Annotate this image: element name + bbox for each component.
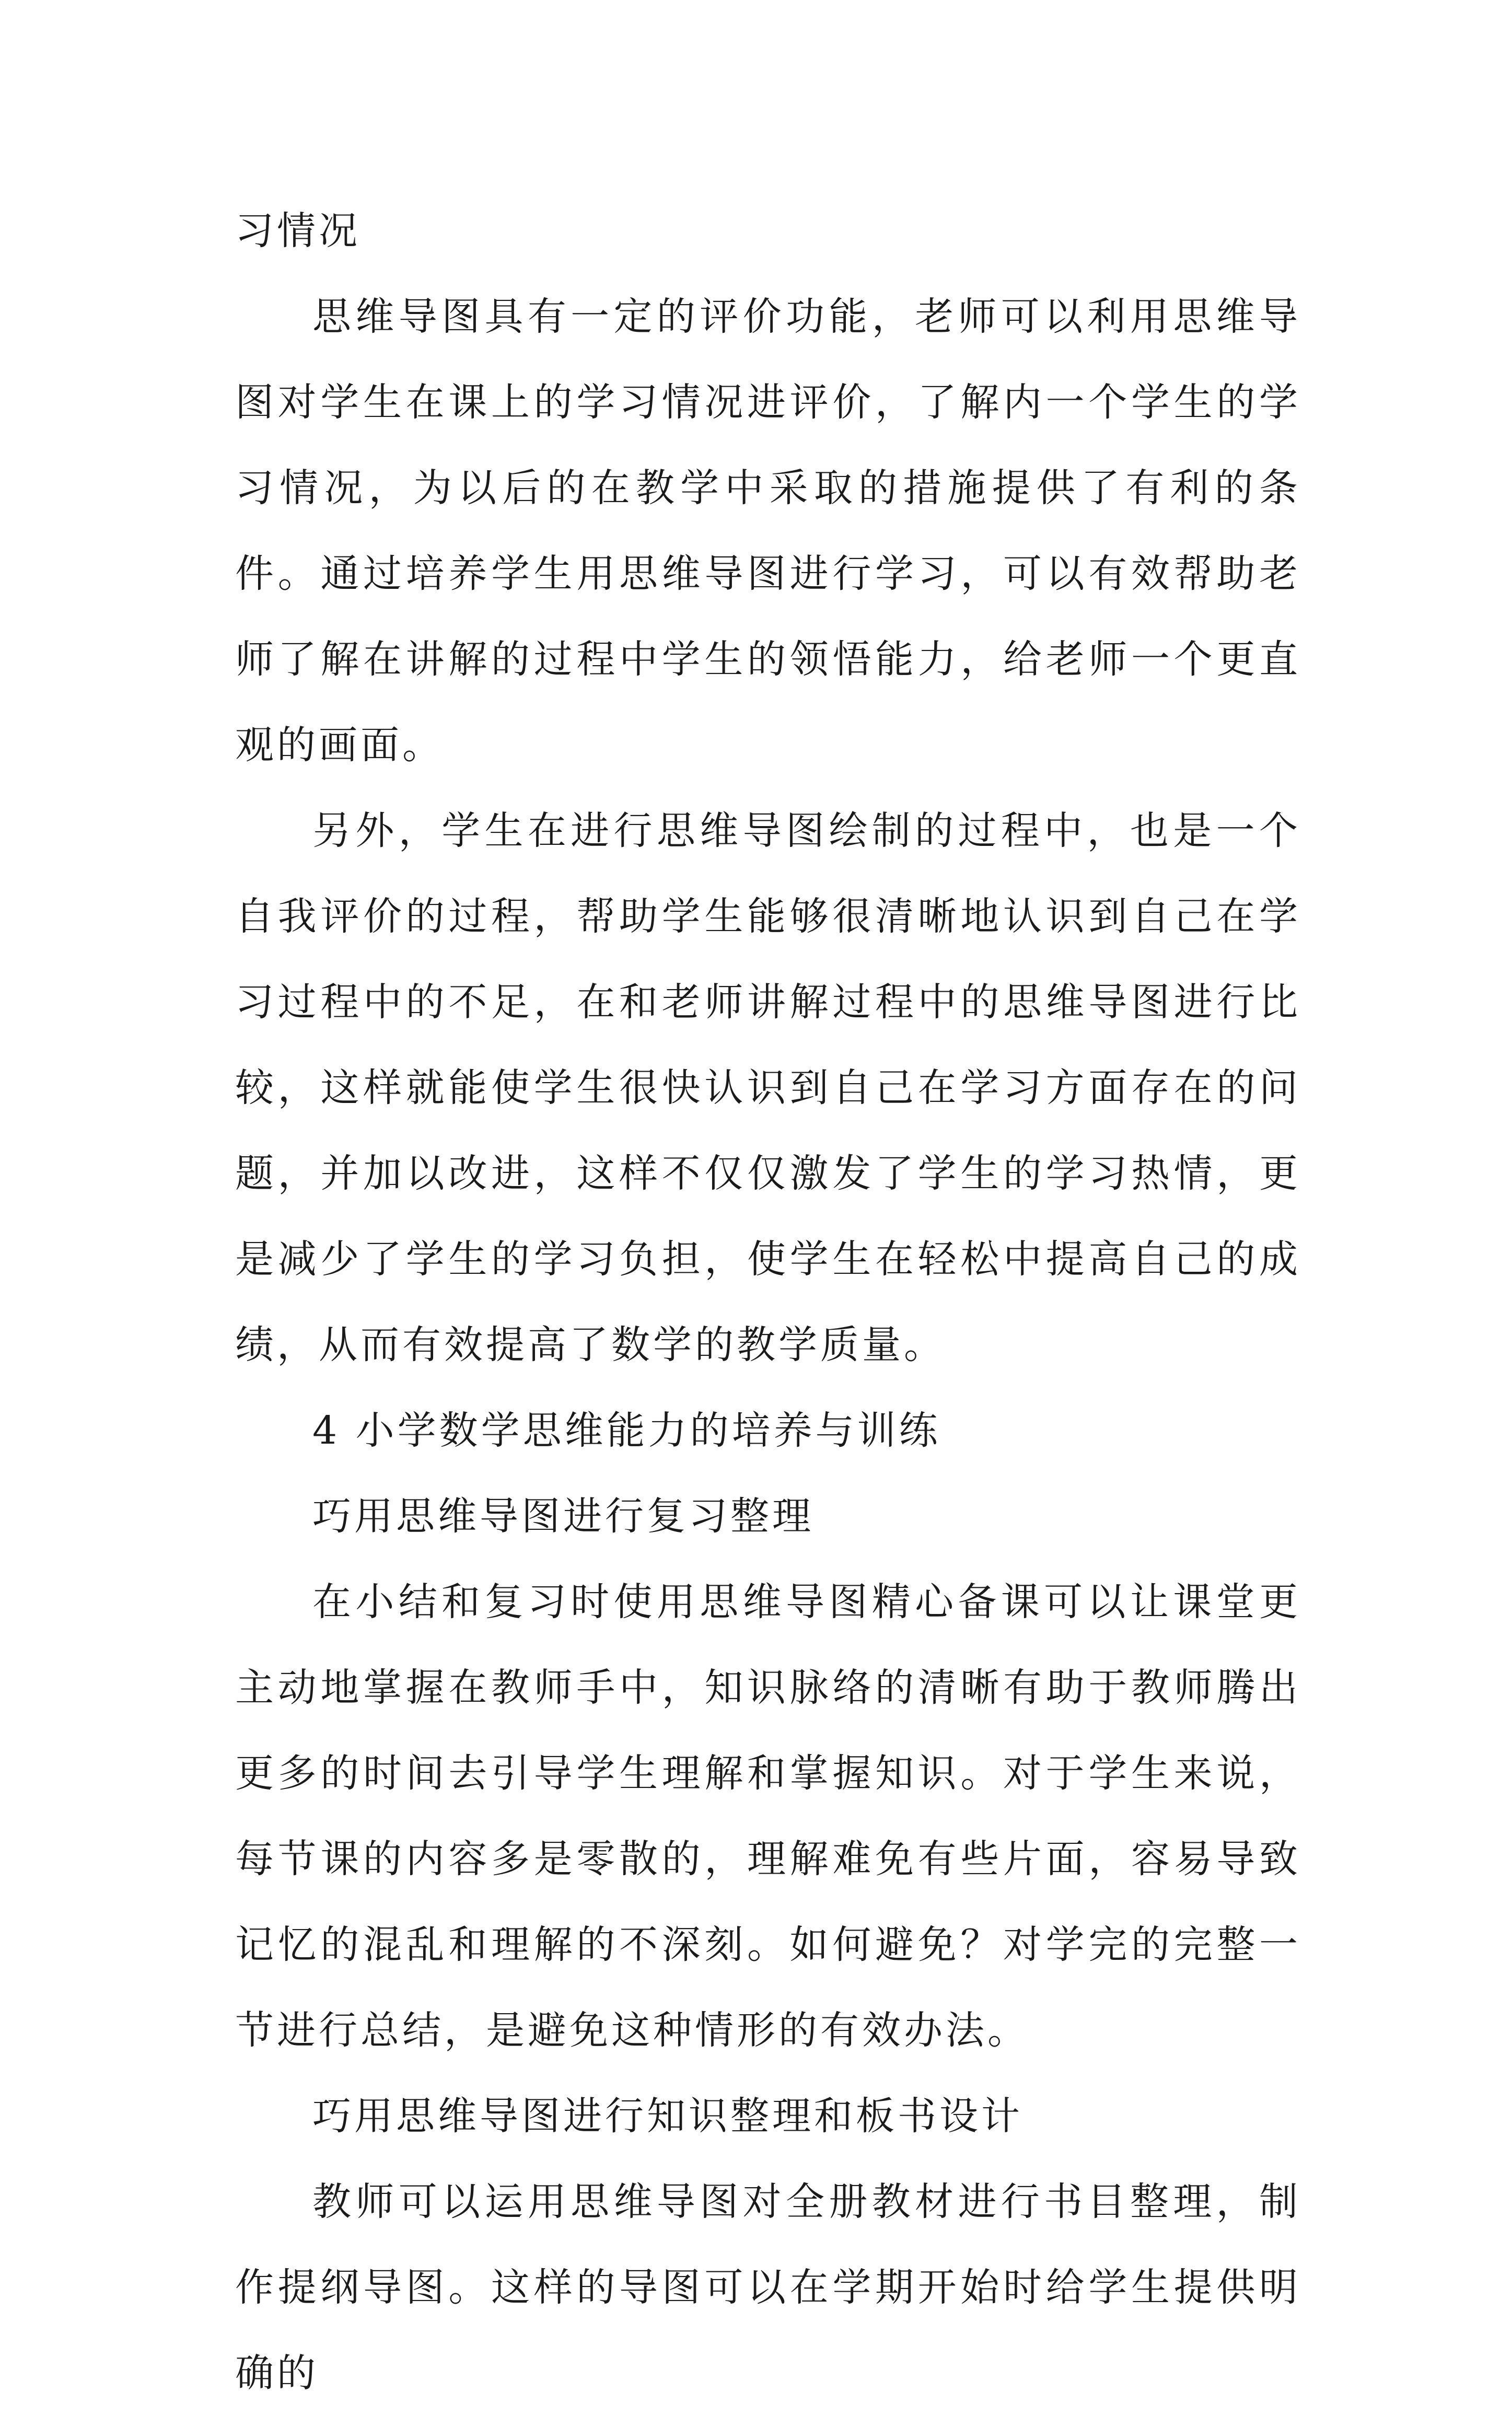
document-body <box>235 188 1301 2416</box>
paragraph-outline-map: 教师可以运用思维导图对全册教材进行书目整理，制作提纲导图。这样的导图可以在学期开始时给学生提供明确的 <box>235 2179 1301 2396</box>
subheading-board-design: 巧用思维导图进行知识整理和板书设计 <box>312 2094 1023 2139</box>
paragraph-self-evaluation: 另外，学生在进行思维导图绘制的过程中，也是一个自我评价的过程，帮助学生能够很清晰地认识到自己在学习过程中的不足，在和老师讲解过程中的思维导图进行比较，这样就能使学生很快认识到自己在学习方面存在的问题，并加以改进，这样不仅仅激发了学生的学习热情，更是减少了学生的学习负担，使学生在轻松中提高自己的成绩，从而有效提高了数学的教学质量。 <box>235 808 1301 1367</box>
section-heading-4: 4 小学数学思维能力的培养与训练 <box>312 1408 941 1453</box>
paragraph-continuation: 习情况 <box>235 208 360 253</box>
paragraph-evaluation-function: 思维导图具有一定的评价功能，老师可以利用思维导图对学生在课上的学习情况进评价，了解内一个学生的学习情况，为以后的在教学中采取的措施提供了有利的条件。通过培养学生用思维导图进行学习，可以有效帮助老师了解在讲解的过程中学生的领悟能力，给老师一个更直观的画面。 <box>235 294 1301 768</box>
subheading-review: 巧用思维导图进行复习整理 <box>312 1494 814 1539</box>
paragraph-review: 在小结和复习时使用思维导图精心备课可以让课堂更主动地掌握在教师手中，知识脉络的清晰有助于教师腾出更多的时间去引导学生理解和掌握知识。对于学生来说，每节课的内容多是零散的，理解难免有些片面，容易导致记忆的混乱和理解的不深刻。如何避免？对学完的完整一节进行总结，是避免这种情形的有效办法。 <box>235 1579 1301 2053</box>
